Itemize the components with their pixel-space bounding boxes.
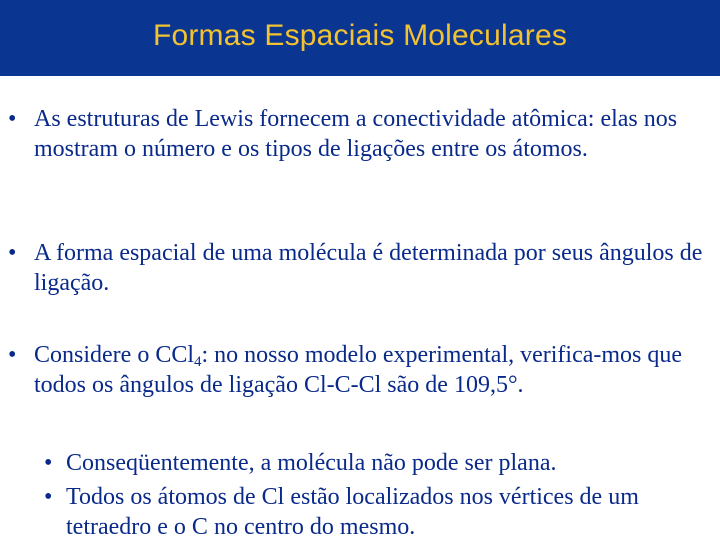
bullet-item — [8, 340, 708, 400]
bullet-marker: • — [44, 450, 53, 476]
bullet-text — [8, 340, 708, 400]
bullet-text: A forma espacial de uma molécula é determinada por seus ângulos de ligação. — [34, 240, 703, 296]
bullet-item — [8, 238, 708, 298]
bullet-item — [8, 104, 708, 164]
sub-bullet-item — [44, 482, 704, 542]
bullet-marker: • — [8, 240, 17, 266]
bullet-marker: • — [8, 342, 17, 368]
subscript-4: 4 — [194, 354, 202, 370]
bullet-text-before: Considere o CCl — [34, 342, 194, 368]
slide-title: Formas Espaciais Moleculares — [152, 19, 568, 52]
sub-bullet-text: Todos os átomos de Cl estão localizados nos vértices de um tetraedro e o C no centro do mesmo. — [66, 484, 639, 540]
sub-bullet-text: Conseqüentemente, a molécula não pode ser plana. — [66, 450, 557, 476]
sub-bullet-item — [44, 448, 704, 478]
bullet-text-after: : no nosso modelo experimental, verifica-mos que todos os ângulos de ligação Cl-C-Cl são de 109,5°. — [34, 342, 683, 398]
bullet-text: As estruturas de Lewis fornecem a conectividade atômica: elas nos mostram o número e os tipos de ligações entre os átomos. — [34, 106, 678, 162]
bullet-marker: • — [8, 106, 17, 132]
bullet-marker: • — [44, 484, 53, 510]
